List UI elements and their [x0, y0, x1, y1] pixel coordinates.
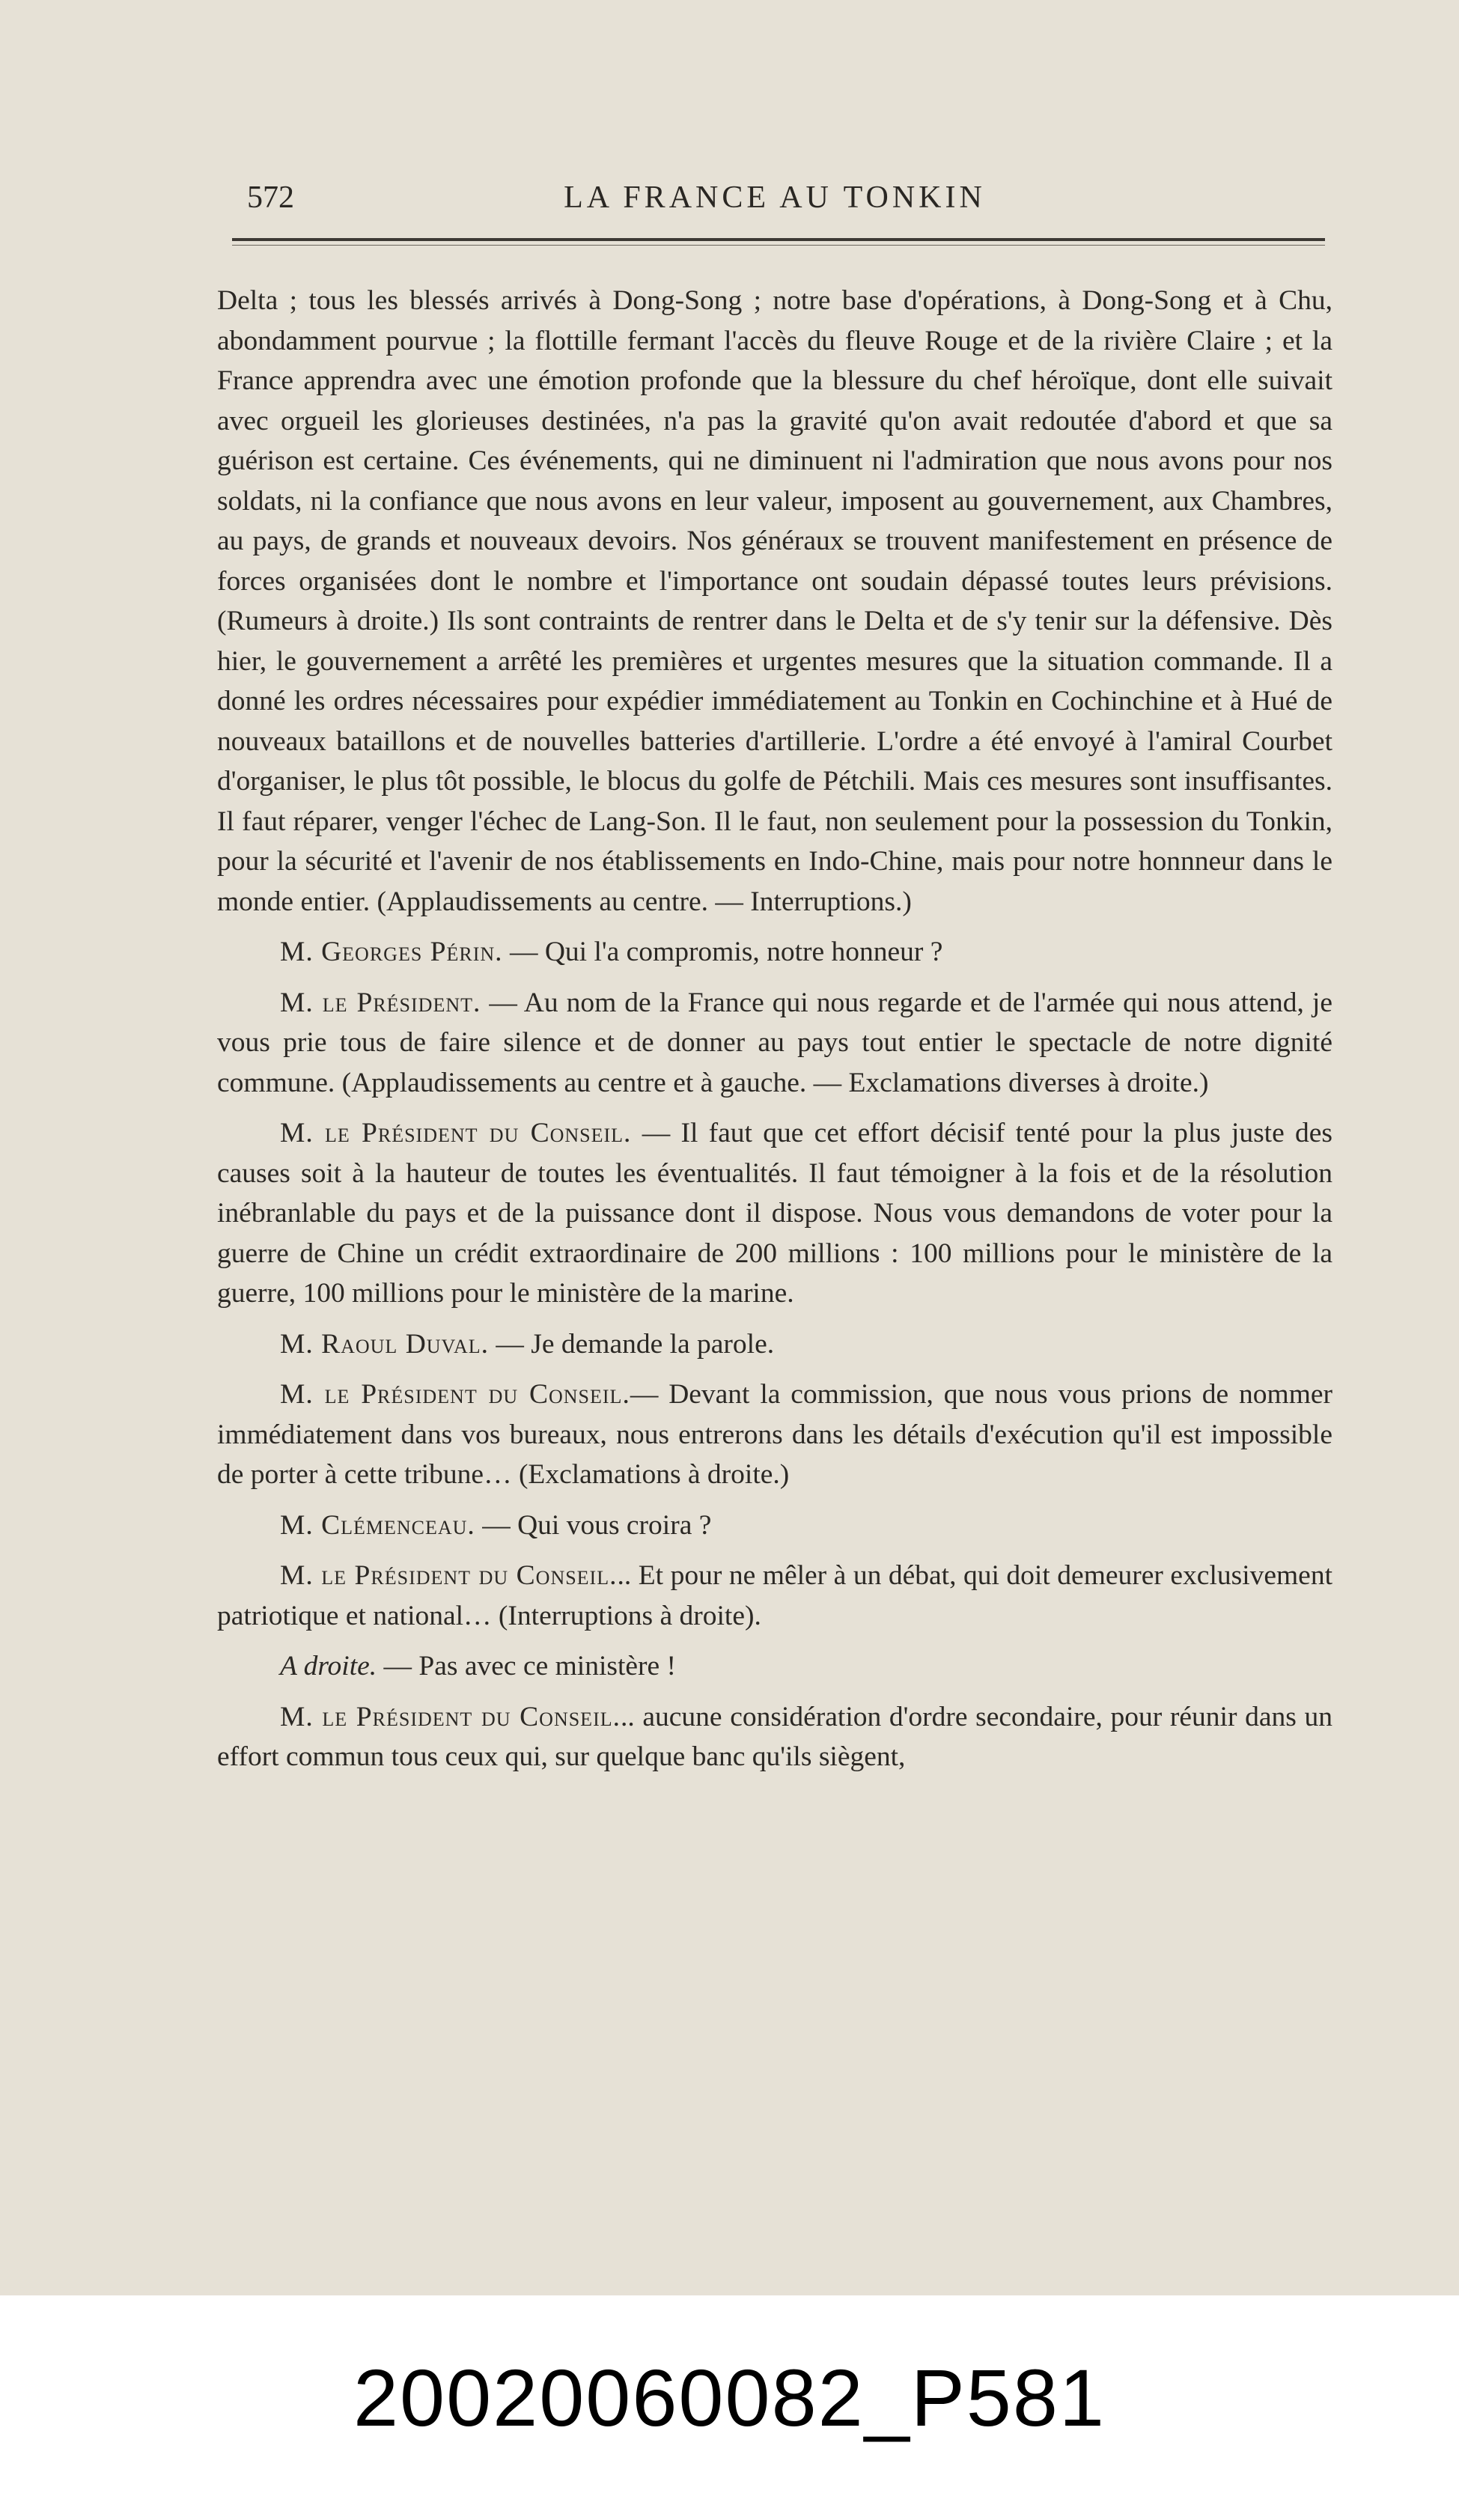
paragraph: [217, 983, 1332, 1104]
paragraph-text: — Il faut que cet effort décisif tenté pour la plus juste des causes soit à la hauteur de toutes les éventualités. Il faut témoigner à la fois et de la résolution inébranlable du pays et de la puissance dont il dispose. Nous vous demandons de voter pour la guerre de Chine un crédit extraordinaire de 200 millions : 100 millions pour le ministère de la guerre, 100 millions pour le ministère de la marine.: [217, 1118, 1332, 1309]
paragraph-text: — Pas avec ce ministère !: [377, 1651, 677, 1681]
paragraph: [217, 932, 1332, 973]
paragraph-text: Delta ; tous les blessés arrivés à Dong-Song ; notre base d'opérations, à Dong-Song et à Chu, abondamment pourvue ; la flottille fermant l'accès du fleuve Rouge et de la rivière Claire ; et la France apprendra avec une émotion profonde que la blessure du chef héroïque, dont elle suivait avec orgueil les glorieuses destinées, n'a pas la gravité qu'on avait redoutée d'abord et que sa guérison est certaine. Ces événements, qui ne diminuent ni l'admiration que nous avons pour nos soldats, ni la confiance que nous avons en leur valeur, imposent au gouvernement, aux Chambres, au pays, de grands et nouveaux devoirs. Nos généraux se trouvent manifestement en présence de forces organisées dont le nombre et l'importance ont soudain dépassé toutes leurs prévisions. (Rumeurs à droite.) Ils sont contraints de rentrer dans le Delta et de s'y tenir sur la défensive. Dès hier, le gouvernement a arrêté les premières et urgentes mesures que la situation commande. Il a donné les ordres nécessaires pour expédier immédiatement au Tonkin en Cochinchine et à Hué de nouveaux bataillons et de nouvelles batteries d'artillerie. L'ordre a été envoyé à l'amiral Courbet d'organiser, le plus tôt possible, le blocus du golfe de Pétchili. Mais ces mesures sont insuffisantes. Il faut réparer, venger l'échec de Lang-Son. Il le faut, non seulement pour la possession du Tonkin, pour la sécurité et l'avenir de nos établissements en Indo-Chine, mais pour notre honnneur dans le monde entier. (Applaudissements au centre. — Interruptions.): [217, 285, 1332, 917]
paragraph-text: — Au nom de la France qui nous regarde et de l'armée qui nous attend, je vous prie tous de faire silence et de donner au pays tout entier le spectacle de notre dignité commune. (Applaudissements au centre et à gauche. — Exclamations diverses à droite.): [217, 987, 1332, 1098]
speaker-name: M. Georges Périn.: [280, 937, 503, 967]
interjection-source: A droite.: [280, 1651, 377, 1681]
speaker-name: M. le Président du Conseil.: [280, 1379, 630, 1410]
image-caption: 20020060082_P581: [353, 2352, 1106, 2443]
paragraph-text: .. Et pour ne mêler à un débat, qui doit demeurer exclusivement patriotique et national… (Interruptions à droite).: [217, 1560, 1332, 1631]
running-head: [217, 174, 1332, 219]
paragraph: [217, 1646, 1332, 1687]
speaker-name: M. le Président du Conseil.: [280, 1560, 618, 1591]
paragraph: [217, 1697, 1332, 1777]
speaker-name: M. le Président du Conseil.: [280, 1701, 621, 1732]
paragraph: [217, 1324, 1332, 1365]
speaker-name: M. le Président du Conseil.: [280, 1118, 632, 1148]
speaker-name: M. Raoul Duval.: [280, 1328, 490, 1360]
speaker-name: M. le Président.: [280, 987, 481, 1018]
paragraph: [217, 1113, 1332, 1314]
paragraph-text: — Devant la commission, que nous vous prions de nommer immédiatement dans vos bureaux, nous entrerons dans les détails d'exécution qu'il est impossible de porter à cette tribune… (Exclamations à droite.): [217, 1379, 1333, 1490]
running-title: LA FRANCE AU TONKIN: [564, 180, 986, 215]
paragraph-text: .. aucune considération d'ordre secondaire, pour réunir dans un effort commun tous ceux qui, sur quelque banc qu'ils siègent,: [217, 1701, 1332, 1772]
paragraph-text: — Qui vous croira ?: [475, 1509, 712, 1541]
page-number: 572: [247, 180, 294, 215]
paragraph: [217, 1506, 1332, 1546]
paragraph: [217, 1375, 1332, 1495]
body-text: [217, 281, 1332, 1788]
paragraph: [217, 281, 1332, 922]
header-rule-thin: [232, 245, 1325, 246]
paragraph-text: — Qui l'a compromis, notre honneur ?: [502, 937, 943, 967]
speaker-name: M. Clémenceau.: [280, 1509, 475, 1541]
header-rule: [232, 238, 1325, 241]
paragraph-text: — Je demande la parole.: [489, 1328, 775, 1360]
paragraph: [217, 1556, 1332, 1636]
